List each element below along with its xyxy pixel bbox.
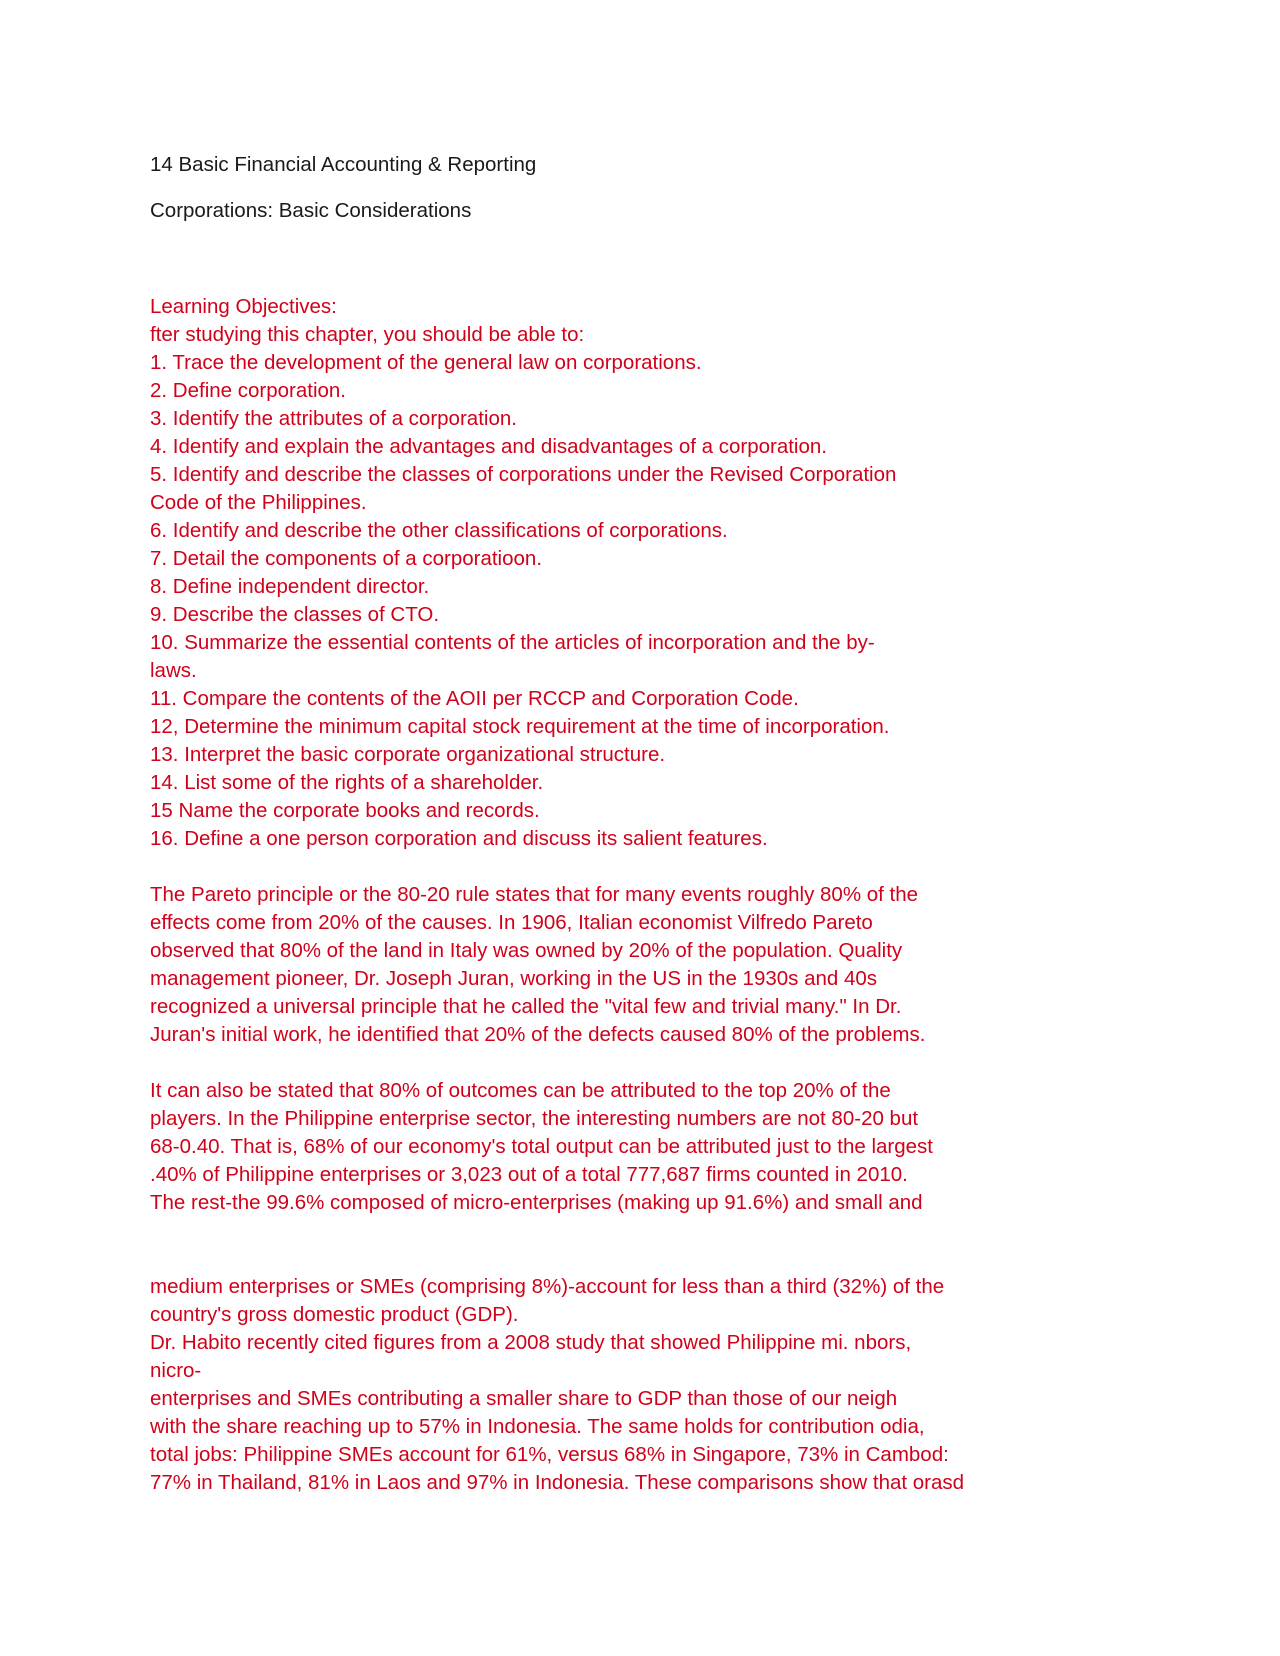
objective-item: 13. Interpret the basic corporate organizational structure.	[150, 743, 666, 766]
paragraph-line: enterprises and SMEs contributing a smaller share to GDP than those of our neigh	[150, 1387, 898, 1410]
paragraph-line: medium enterprises or SMEs (comprising 8%)-account for less than a third (32%) of the	[150, 1275, 945, 1298]
paragraph-line: total jobs: Philippine SMEs account for 61%, versus 68% in Singapore, 73% in Cambod:	[150, 1443, 949, 1466]
objective-item: 16. Define a one person corporation and discuss its salient features.	[150, 827, 768, 850]
objective-item: 4. Identify and explain the advantages and disadvantages of a corporation.	[150, 435, 827, 458]
objective-item: 1. Trace the development of the general law on corporations.	[150, 351, 702, 374]
objective-item: 10. Summarize the essential contents of the articles of incorporation and the by-	[150, 631, 875, 654]
paragraph-line: The rest-the 99.6% composed of micro-enterprises (making up 91.6%) and small and	[150, 1191, 923, 1214]
objective-item: 3. Identify the attributes of a corporation.	[150, 407, 517, 430]
objective-item: 11. Compare the contents of the AOII per RCCP and Corporation Code.	[150, 687, 799, 710]
paragraph-line: nicro-	[150, 1359, 202, 1382]
paragraph-line: country's gross domestic product (GDP).	[150, 1303, 519, 1326]
objective-item: 2. Define corporation.	[150, 379, 347, 402]
objective-item: 7. Detail the components of a corporatioon.	[150, 547, 543, 570]
objective-item-continued: laws.	[150, 659, 197, 682]
objective-item-continued: Code of the Philippines.	[150, 491, 367, 514]
sme-paragraph	[150, 1273, 990, 1497]
paragraph-line: .40% of Philippine enterprises or 3,023 out of a total 777,687 firms counted in 2010.	[150, 1163, 908, 1186]
objectives-intro: fter studying this chapter, you should be able to:	[150, 323, 585, 346]
paragraph-line: Dr. Habito recently cited figures from a 2008 study that showed Philippine mi. nbors,	[150, 1331, 912, 1354]
paragraph-line: observed that 80% of the land in Italy was owned by 20% of the population. Quality	[150, 939, 903, 962]
paragraph-line: Juran's initial work, he identified that 20% of the defects caused 80% of the problems.	[150, 1023, 926, 1046]
objective-item: 9. Describe the classes of CTO.	[150, 603, 440, 626]
document-content	[150, 151, 990, 1497]
objective-item: 8. Define independent director.	[150, 575, 430, 598]
objective-item: 15 Name the corporate books and records.	[150, 799, 540, 822]
paragraph-line: effects come from 20% of the causes. In 1906, Italian economist Vilfredo Pareto	[150, 911, 873, 934]
paragraph-line: management pioneer, Dr. Joseph Juran, working in the US in the 1930s and 40s	[150, 967, 878, 990]
objective-item: 14. List some of the rights of a shareholder.	[150, 771, 544, 794]
paragraph-line: with the share reaching up to 57% in Indonesia. The same holds for contribution odia,	[150, 1415, 925, 1438]
objective-item: 5. Identify and describe the classes of corporations under the Revised Corporation	[150, 463, 897, 486]
paragraph-line: The Pareto principle or the 80-20 rule states that for many events roughly 80% of the	[150, 883, 919, 906]
paragraph-line: players. In the Philippine enterprise sector, the interesting numbers are not 80-20 but	[150, 1107, 919, 1130]
pareto-paragraph	[150, 881, 990, 1049]
page-header-title: 14 Basic Financial Accounting & Reporting	[150, 153, 537, 176]
objective-item: 6. Identify and describe the other classifications of corporations.	[150, 519, 728, 542]
objective-item: 12, Determine the minimum capital stock requirement at the time of incorporation.	[150, 715, 890, 738]
chapter-title: Corporations: Basic Considerations	[150, 199, 472, 222]
learning-objectives	[150, 293, 990, 853]
paragraph-line: 68-0.40. That is, 68% of our economy's total output can be attributed just to the largest	[150, 1135, 934, 1158]
paragraph-line: 77% in Thailand, 81% in Laos and 97% in Indonesia. These comparisons show that orasd	[150, 1471, 965, 1494]
enterprise-sector-paragraph	[150, 1077, 990, 1217]
objectives-heading: Learning Objectives:	[150, 295, 337, 318]
paragraph-line: recognized a universal principle that he called the "vital few and trivial many." In Dr.	[150, 995, 902, 1018]
paragraph-line: It can also be stated that 80% of outcomes can be attributed to the top 20% of the	[150, 1079, 891, 1102]
